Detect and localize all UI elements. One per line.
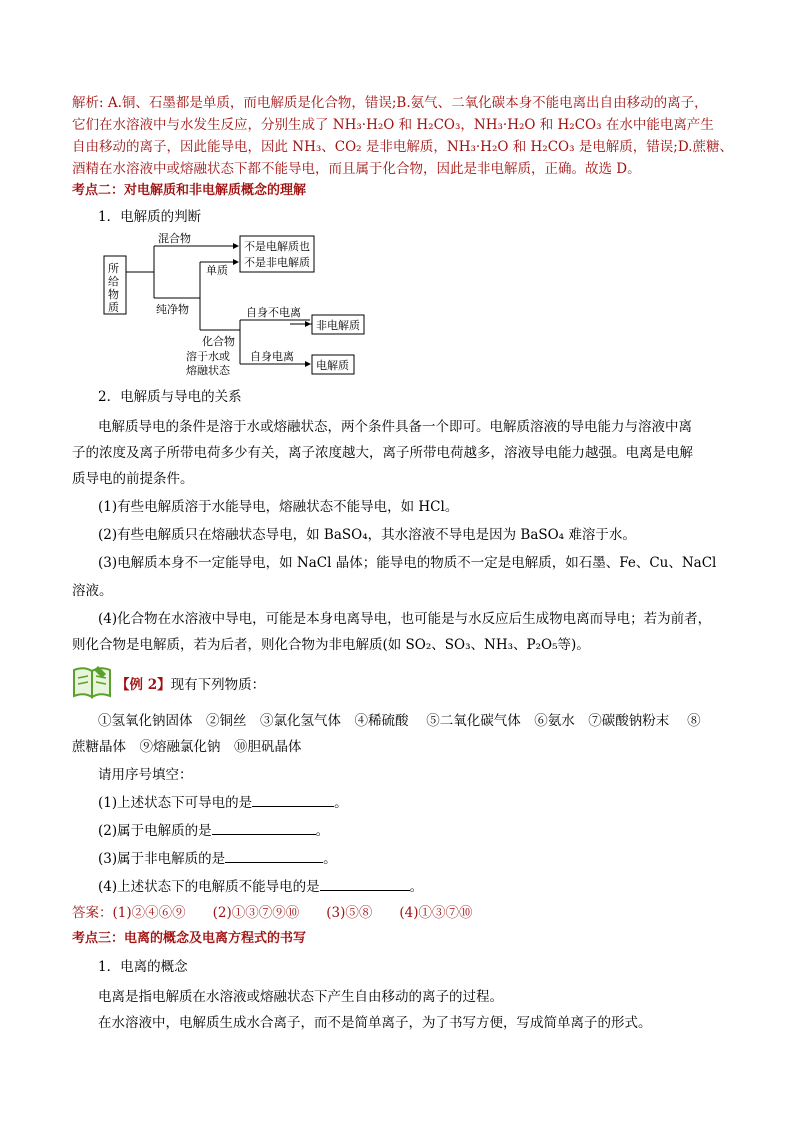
- question-3: [98, 848, 337, 870]
- neither-text: 不是非电解质: [244, 256, 310, 269]
- question-text: (2)属于电解质的是: [98, 823, 212, 839]
- section3-item1: 1．电离的概念: [98, 959, 188, 975]
- analysis-line: 它们在水溶液中与水发生反应，分别生成了 NH₃·H₂O 和 H₂CO₃，NH₃·H₂O 和 H₂CO₃ 在水中能电离产生: [72, 117, 714, 133]
- question-text: (3)属于非电解质的是: [98, 851, 226, 867]
- question-text: (1)上述状态下可导电的是: [98, 795, 253, 811]
- period: 。: [334, 795, 348, 811]
- example-label: 【例 2】: [116, 677, 171, 693]
- analysis-line: 自由移动的离子，因此能导电，因此 NH₃、CO₂ 是非电解质，NH₃·H₂O 和 H₂CO₃ 是电解质，错误;D.蔗糖、: [72, 139, 733, 155]
- answer-blank[interactable]: [212, 820, 316, 835]
- point-4: (4)化合物在水溶液中导电，可能是本身电离导电，也可能是与水反应后生成物电离而导电；若为前者，: [98, 611, 712, 627]
- question-text: (4)上述状态下的电解质不能导电的是: [98, 879, 320, 895]
- element-label: 单质: [206, 264, 228, 277]
- root-char: 所: [108, 262, 119, 275]
- example-items: ①氢氧化钠固体 ②铜丝 ③氯化氢气体 ④稀硫酸 ⑤二氧化碳气体 ⑥氨水 ⑦碳酸钠粉末 ⑧: [98, 713, 701, 729]
- question-2: [98, 820, 329, 842]
- para-line: 电解质导电的条件是溶于水或熔融状态，两个条件具备一个即可。电解质溶液的导电能力与溶液中离: [98, 419, 692, 435]
- section2-title: 考点二：对电解质和非电解质概念的理解: [72, 183, 307, 198]
- section3-line: 电离是指电解质在水溶液或熔融状态下产生自由移动的离子的过程。: [98, 989, 503, 1005]
- item1-label: 1．电解质的判断: [98, 209, 202, 225]
- analysis-line: 酒精在水溶液中或熔融状态下都不能导电，而且属于化合物，因此是非电解质，正确。故选 D。: [72, 161, 641, 177]
- condition-label: 熔融状态: [186, 364, 230, 377]
- point-1: (1)有些电解质溶于水能导电，熔融状态不能导电，如 HCl。: [98, 499, 459, 515]
- period: 。: [315, 823, 330, 839]
- period: 。: [323, 851, 337, 867]
- mixture-label: 混合物: [158, 232, 191, 245]
- self-not-ionize-label: 自身不电离: [246, 306, 301, 319]
- self-ionize-label: 自身电离: [250, 350, 294, 363]
- period: 。: [409, 879, 424, 895]
- point-4-cont: 则化合物是电解质，若为后者，则化合物为非电解质(如 SO₂、SO₃、NH₃、P₂O₅等)。: [72, 637, 590, 653]
- question-1: [98, 792, 348, 814]
- example-intro: 现有下列物质：: [170, 677, 266, 693]
- electrolyte-text: 电解质: [316, 359, 349, 372]
- para-line: 子的浓度及离子所带电荷多少有关，离子浓度越大，离子所带电荷越多，溶液导电能力越强。电离是电解: [72, 445, 693, 461]
- analysis-line: 解析: A.铜、石墨都是单质，而电解质是化合物，错误;B.氨气、二氧化碳本身不能电离出自由移动的离子，: [72, 95, 708, 111]
- root-char: 给: [108, 275, 119, 288]
- root-char: 质: [108, 301, 119, 314]
- point-3-cont: 溶液。: [72, 583, 113, 599]
- root-char: 物: [108, 288, 119, 301]
- point-2: (2)有些电解质只在熔融状态导电，如 BaSO₄，其水溶液不导电是因为 BaSO₄ 难溶于水。: [98, 527, 636, 543]
- section3-title: 考点三：电离的概念及电离方程式的书写: [72, 931, 307, 946]
- section3-line: 在水溶液中，电解质生成水合离子，而不是简单离子，为了书写方便，写成简单离子的形式。: [98, 1015, 652, 1031]
- compound-label: 化合物: [202, 335, 235, 348]
- neither-text: 不是电解质也: [244, 240, 310, 253]
- answer-blank[interactable]: [252, 792, 334, 807]
- condition-label: 溶于水或: [186, 350, 230, 363]
- point-3: (3)电解质本身不一定能导电，如 NaCl 晶体；能导电的物质不一定是电解质，如石墨、Fe、Cu、NaCl: [98, 555, 717, 571]
- nonelectrolyte-text: 非电解质: [316, 319, 360, 332]
- item2-label: 2．电解质与导电的关系: [98, 389, 242, 405]
- notebook-pen-icon: [72, 664, 114, 700]
- example-items-cont: 蔗糖晶体 ⑨熔融氯化钠 ⑩胆矾晶体: [72, 739, 302, 755]
- question-4: [98, 876, 423, 898]
- example-heading: [116, 674, 265, 696]
- classification-diagram: [100, 232, 380, 384]
- example-prompt: 请用序号填空：: [98, 767, 193, 783]
- analysis-paragraph: [72, 92, 732, 180]
- answer-line: 答案：(1)②④⑥⑨ (2)①③⑦⑨⑩ (3)⑤⑧ (4)①③⑦⑩: [72, 905, 473, 921]
- para-line: 质导电的前提条件。: [72, 471, 194, 487]
- pure-label: 纯净物: [156, 303, 189, 316]
- answer-blank[interactable]: [225, 848, 323, 863]
- answer-blank[interactable]: [320, 876, 410, 891]
